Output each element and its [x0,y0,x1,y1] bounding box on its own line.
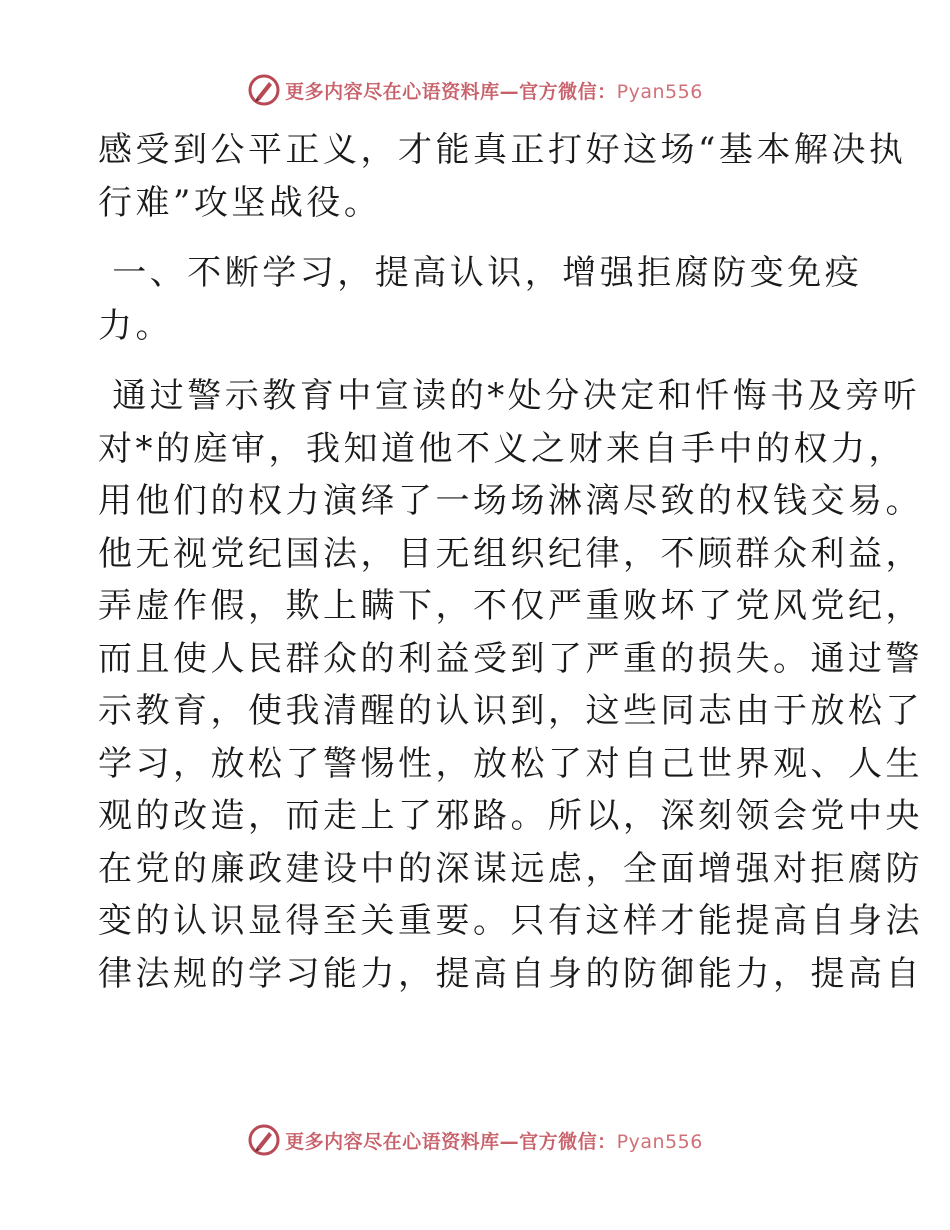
header-watermark [0,70,950,110]
text-line: 示教育，使我清醒的认识到，这些同志由于放松了 [98,691,923,731]
watermark-text: 更多内容尽在心语资料库—官方微信： [285,80,617,103]
text-line: 力。 [98,305,173,346]
text-line: 他无视党纪国法，目无组织纪律，不顾群众利益， [98,533,923,574]
pen-logo-icon [247,73,281,107]
text-line: 感受到公平正义，才能真正打好这场“基本解决执 [98,130,907,170]
paragraph [98,124,907,229]
text-line: 行难”攻坚战役。 [98,182,382,223]
section-heading [98,247,863,352]
text-line: 通过警示教育中宣读的*处分决定和忏悔书及旁听 [98,376,921,416]
watermark-wechat-id: Pyan556 [616,80,703,103]
text-line: 而且使人民群众的利益受到了严重的损失。通过警 [98,638,923,679]
text-line: 在党的廉政建设中的深谋远虑，全面增强对拒腐防 [98,848,923,889]
text-line: 律法规的学习能力，提高自身的防御能力，提高自 [98,953,923,994]
text-line: 变的认识显得至关重要。只有这样才能提高自身法 [98,901,923,941]
footer-watermark [0,1120,950,1160]
watermark-text: 更多内容尽在心语资料库—官方微信： [285,1130,617,1153]
paragraph [98,370,923,1000]
text-line: 学习，放松了警惕性，放松了对自己世界观、人生 [98,743,923,784]
watermark-wechat-id: Pyan556 [616,1130,703,1153]
pen-logo-icon [247,1123,281,1157]
document-body [98,124,923,1000]
text-line: 用他们的权力演绎了一场场淋漓尽致的权钱交易。 [98,481,923,521]
text-line: 一、不断学习，提高认识，增强拒腐防变免疫 [98,253,863,293]
text-line: 弄虚作假，欺上瞒下，不仅严重败坏了党风党纪， [98,586,923,626]
text-line: 观的改造，而走上了邪路。所以，深刻领会党中央 [98,796,923,836]
text-line: 对*的庭审，我知道他不义之财来自手中的权力， [98,428,906,469]
